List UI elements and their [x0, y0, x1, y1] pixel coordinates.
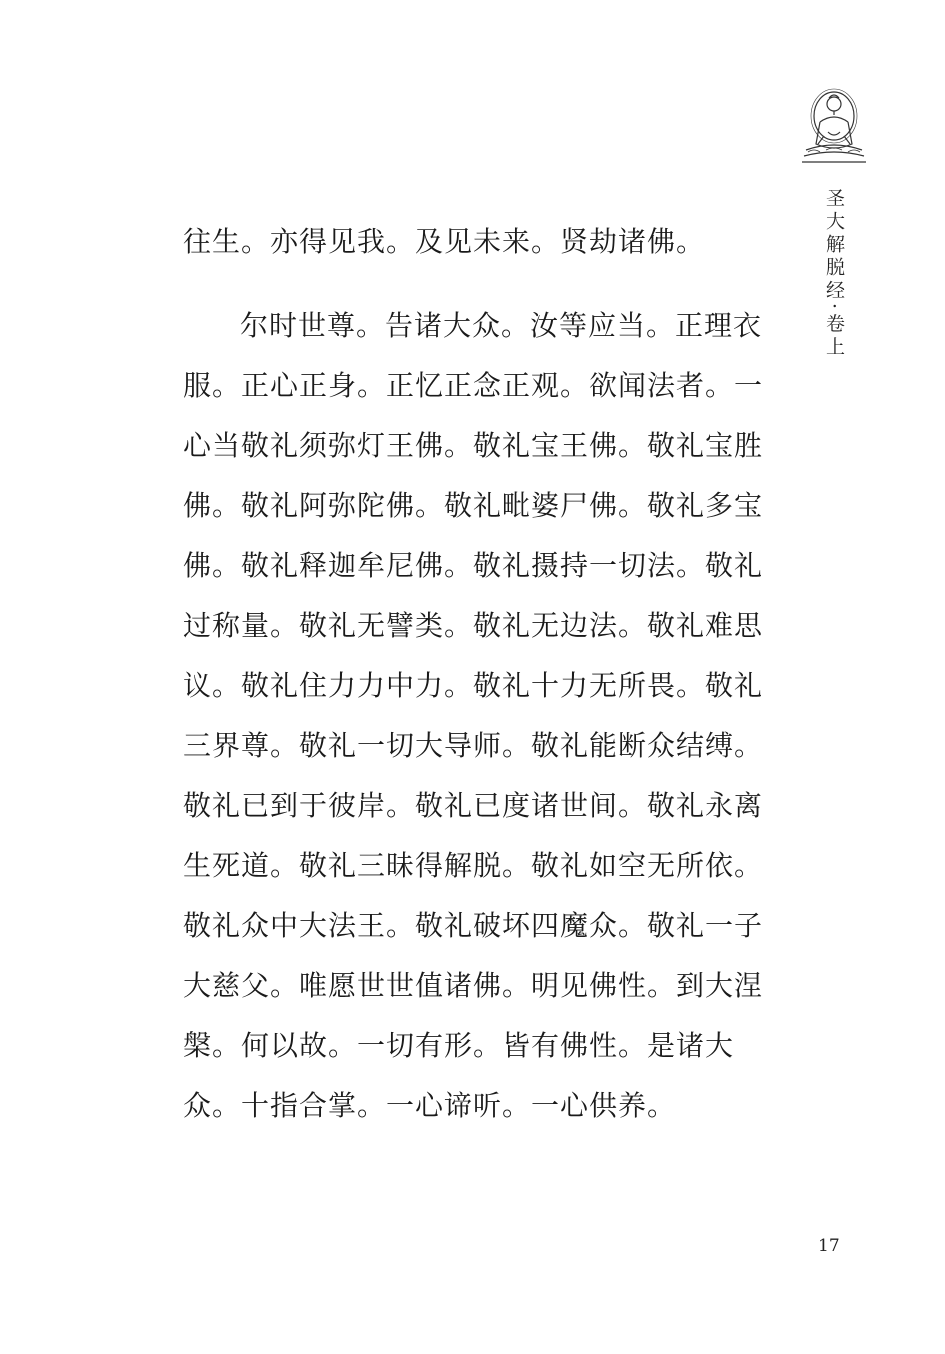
seated-buddha-icon	[798, 86, 870, 168]
text-line: 敬礼已到于彼岸。敬礼已度诸世间。敬礼永离	[183, 789, 764, 822]
page-number: 17	[818, 1236, 840, 1256]
text-line: 佛。敬礼阿弥陀佛。敬礼毗婆尸佛。敬礼多宝	[183, 489, 764, 522]
text-line: 槃。何以故。一切有形。皆有佛性。是诸大	[183, 1029, 735, 1062]
running-header: 圣大解脱经·卷上	[823, 188, 845, 360]
text-line: 众。十指合掌。一心谛听。一心供养。	[183, 1089, 677, 1122]
paragraph	[183, 296, 783, 1136]
body-text	[183, 212, 783, 1136]
text-line: 佛。敬礼释迦牟尼佛。敬礼摄持一切法。敬礼	[183, 549, 764, 582]
text-line: 三界尊。敬礼一切大导师。敬礼能断众结缚。	[183, 729, 764, 762]
text-line: 大慈父。唯愿世世值诸佛。明见佛性。到大涅	[183, 969, 764, 1002]
paragraph	[183, 212, 783, 272]
text-line: 尔时世尊。告诸大众。汝等应当。正理衣	[240, 309, 763, 342]
text-line: 服。正心正身。正忆正念正观。欲闻法者。一	[183, 369, 764, 402]
text-line: 生死道。敬礼三昧得解脱。敬礼如空无所依。	[183, 849, 764, 882]
text-line: 过称量。敬礼无譬类。敬礼无边法。敬礼难思	[183, 609, 764, 642]
text-line: 议。敬礼住力力中力。敬礼十力无所畏。敬礼	[183, 669, 764, 702]
text-line: 往生。亦得见我。及见未来。贤劫诸佛。	[183, 225, 706, 258]
text-line: 敬礼众中大法王。敬礼破坏四魔众。敬礼一子	[183, 909, 764, 942]
text-line: 心当敬礼须弥灯王佛。敬礼宝王佛。敬礼宝胜	[183, 429, 764, 462]
